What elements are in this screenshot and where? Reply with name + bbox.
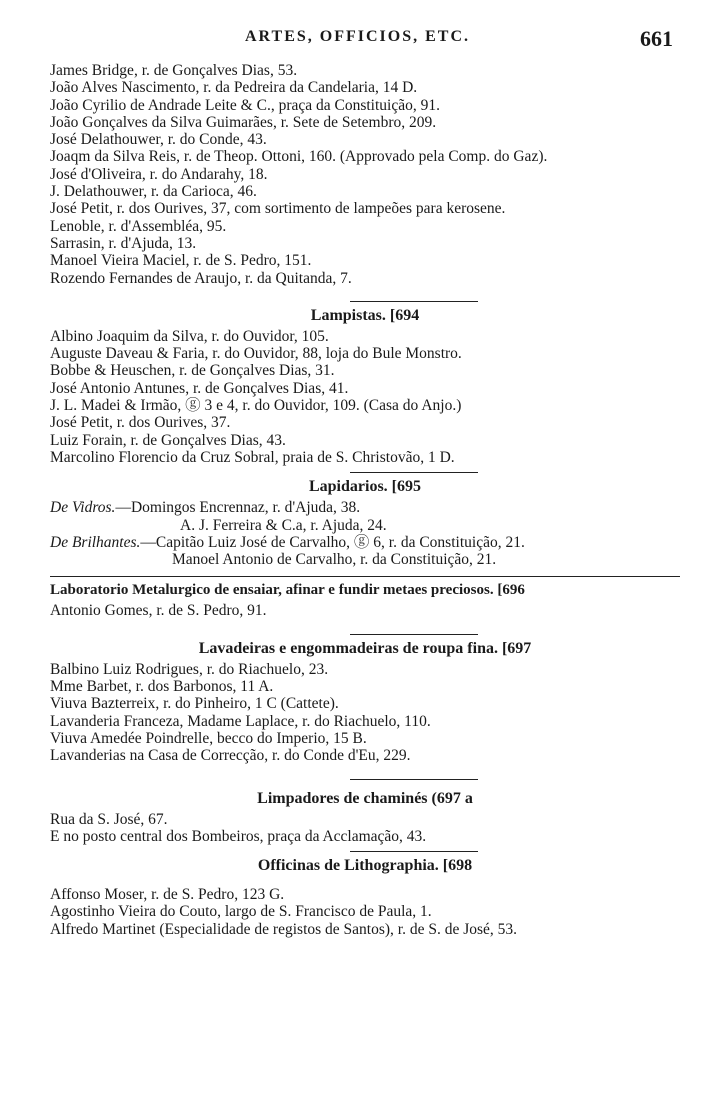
section-divider xyxy=(350,634,478,635)
running-title: ARTES, OFFICIOS, ETC. xyxy=(244,28,471,45)
list-item: Mme Barbet, r. dos Barbonos, 11 A. xyxy=(50,678,274,696)
list-item: Affonso Moser, r. de S. Pedro, 123 G. xyxy=(50,886,285,904)
section-divider xyxy=(350,472,478,473)
page-number: 661 xyxy=(640,26,673,51)
section-heading: Limpadores de chaminés (697 a xyxy=(257,789,473,807)
section-lavadeiras xyxy=(50,640,680,765)
section-heading: Lampistas. [694 xyxy=(310,306,420,324)
list-item: Viuva Amedée Poindrelle, becco do Imperio, 15 B. xyxy=(50,729,367,747)
list-item: José Antonio Antunes, r. de Gonçalves Dias, 41. xyxy=(50,379,349,397)
section-divider xyxy=(50,576,680,577)
list-item: Balbino Luiz Rodrigues, r. do Riachuelo, 23. xyxy=(50,660,329,678)
list-item: Joaqm da Silva Reis, r. de Theop. Ottoni, 160. (Approvado pela Comp. do Gaz). xyxy=(50,148,548,166)
page-header xyxy=(0,28,715,50)
list-item: Antonio Gomes, r. de S. Pedro, 91. xyxy=(50,602,267,620)
list-item: Marcolino Florencio da Cruz Sobral, praia de S. Christovão, 1 D. xyxy=(50,448,455,466)
list-item: Luiz Forain, r. de Gonçalves Dias, 43. xyxy=(50,431,286,449)
list-item: Albino Joaquim da Silva, r. do Ouvidor, 105. xyxy=(50,327,329,345)
category-label: De Vidros. xyxy=(50,499,116,517)
list-item: Alfredo Martinet (Especialidade de registos de Santos), r. de S. de José, 53. xyxy=(50,920,518,938)
list-item: Manoel Antonio de Carvalho, r. da Constituição, 21. xyxy=(172,551,497,569)
list-item: Auguste Daveau & Faria, r. do Ouvidor, 88, loja do Bule Monstro. xyxy=(50,345,462,363)
section-lithographia xyxy=(50,857,680,938)
list-item: João Cyrilio de Andrade Leite & C., praça da Constituição, 91. xyxy=(50,96,440,114)
section-limpadores xyxy=(50,790,680,846)
section-divider xyxy=(350,779,478,780)
list-item: Lavanderias na Casa de Correcção, r. do Conde d'Eu, 229. xyxy=(50,747,411,765)
list-item: José d'Oliveira, r. do Andarahy, 18. xyxy=(50,165,268,183)
list-item: J. Delathouwer, r. da Carioca, 46. xyxy=(50,183,257,201)
list-item: João Gonçalves da Silva Guimarães, r. Sete de Setembro, 209. xyxy=(50,113,437,131)
list-item: Viuva Bazterreix, r. do Pinheiro, 1 C (Cattete). xyxy=(50,695,339,713)
section-heading: Lapidarios. [695 xyxy=(308,478,421,496)
list-item: Bobbe & Heuschen, r. de Gonçalves Dias, 31. xyxy=(50,362,335,380)
section-lapidarios xyxy=(50,478,680,568)
list-item: Rua da S. José, 67. xyxy=(50,810,168,828)
list-item: Rozendo Fernandes de Araujo, r. da Quitanda, 7. xyxy=(50,269,352,287)
entry-text: —Domingos Encrennaz, r. d'Ajuda, 38. xyxy=(115,499,361,517)
section-heading: Lavadeiras e engommadeiras de roupa fina. [697 xyxy=(198,639,532,657)
section-lampistas xyxy=(50,307,680,466)
list-item: Sarrasin, r. d'Ajuda, 13. xyxy=(50,234,197,252)
category-label: De Brilhantes. xyxy=(50,533,141,551)
list-item: Manoel Vieira Maciel, r. de S. Pedro, 151. xyxy=(50,252,312,270)
entry-text: —Capitão Luiz José de Carvalho, ⓖ 6, r. da Constituição, 21. xyxy=(140,533,525,551)
list-item: José Petit, r. dos Ourives, 37. xyxy=(50,414,231,432)
section-divider xyxy=(350,301,478,302)
list-item: J. L. Madei & Irmão, ⓖ 3 e 4, r. do Ouvidor, 109. (Casa do Anjo.) xyxy=(50,397,462,415)
list-item: João Alves Nascimento, r. da Pedreira da Candelaria, 14 D. xyxy=(50,79,418,97)
list-item: A. J. Ferreira & C.a, r. Ajuda, 24. xyxy=(180,516,387,534)
section-heading: Officinas de Lithographia. [698 xyxy=(257,857,473,875)
list-item xyxy=(50,499,680,516)
section-divider xyxy=(350,851,478,852)
list-item: José Delathouwer, r. do Conde, 43. xyxy=(50,131,267,149)
list-item: Agostinho Vieira do Couto, largo de S. Francisco de Paula, 1. xyxy=(50,903,432,921)
list-item xyxy=(50,534,680,551)
list-item: José Petit, r. dos Ourives, 37, com sortimento de lampeões para kerosene. xyxy=(50,200,506,218)
section-continuation xyxy=(50,62,680,287)
directory-body xyxy=(50,62,680,938)
list-item: E no posto central dos Bombeiros, praça da Acclamação, 43. xyxy=(50,827,427,845)
section-heading: Laboratorio Metalurgico de ensaiar, afinar e fundir metaes preciosos. [696 xyxy=(50,582,525,599)
section-laboratorio xyxy=(50,582,680,619)
list-item: James Bridge, r. de Gonçalves Dias, 53. xyxy=(50,62,298,79)
list-item: Lavanderia Franceza, Madame Laplace, r. do Riachuelo, 110. xyxy=(50,712,431,730)
list-item: Lenoble, r. d'Assembléa, 95. xyxy=(50,217,227,235)
